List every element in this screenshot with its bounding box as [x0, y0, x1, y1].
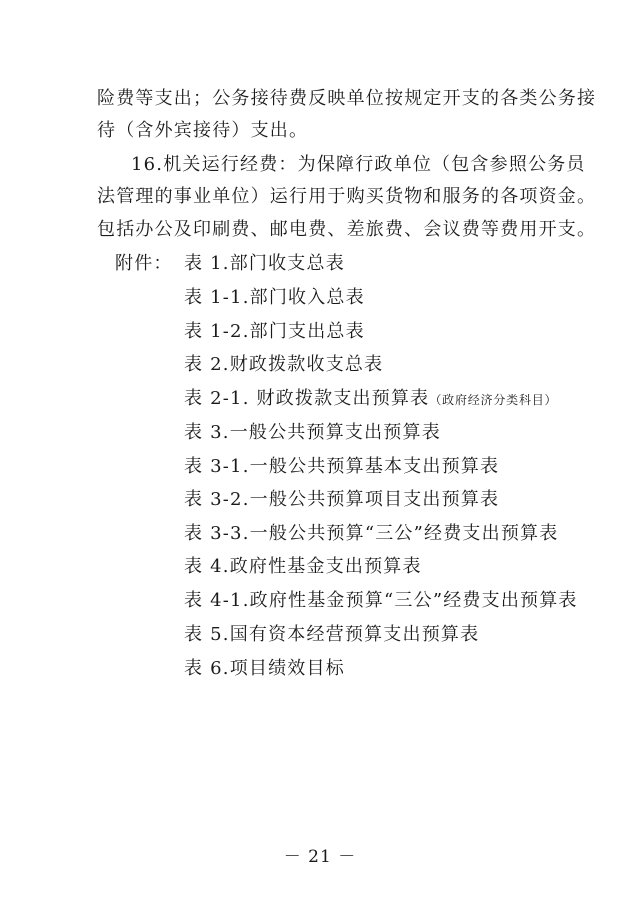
paragraph-line: 16.机关运行经费：为保障行政单位（包含参照公务员	[131, 154, 586, 175]
attachment-item-note: （政府经济分类科目）	[429, 393, 558, 407]
attachment-item: 表 5.国有资本经营预算支出预算表	[184, 624, 480, 645]
paragraph-line: 险费等支出；公务接待费反映单位按规定开支的各类公务接	[97, 88, 597, 109]
attachment-item: 表 4.政府性基金支出预算表	[184, 556, 422, 577]
attachment-item: 表 3-2.一般公共预算项目支出预算表	[184, 489, 500, 510]
attachment-item: 表 3-3.一般公共预算“三公”经费支出预算表	[184, 523, 559, 544]
attachments-label: 附件：	[115, 253, 173, 274]
paragraph-line: 法管理的事业单位）运行用于购买货物和服务的各项资金。	[97, 186, 597, 207]
attachment-item-title: 表 2-1. 财政拨款支出预算表	[184, 388, 430, 409]
attachment-item: 表 4-1.政府性基金预算“三公”经费支出预算表	[184, 590, 578, 611]
attachment-item: 表 1-1.部门收入总表	[184, 287, 365, 308]
page-number: － 21 －	[283, 847, 357, 867]
attachment-item: 表 1-2.部门支出总表	[184, 321, 365, 342]
paragraph-line: 待（含外宾接待）支出。	[97, 120, 309, 141]
attachment-item: 表 1.部门收支总表	[184, 253, 345, 274]
paragraph-line: 包括办公及印刷费、邮电费、差旅费、会议费等费用开支。	[97, 219, 597, 240]
attachment-item: 表 2.财政拨款收支总表	[184, 354, 384, 375]
attachment-item: 表 3-1.一般公共预算基本支出预算表	[184, 456, 500, 477]
attachment-item: 表 3.一般公共预算支出预算表	[184, 422, 441, 443]
attachment-item	[184, 388, 557, 411]
attachment-item: 表 6.项目绩效目标	[184, 658, 345, 679]
